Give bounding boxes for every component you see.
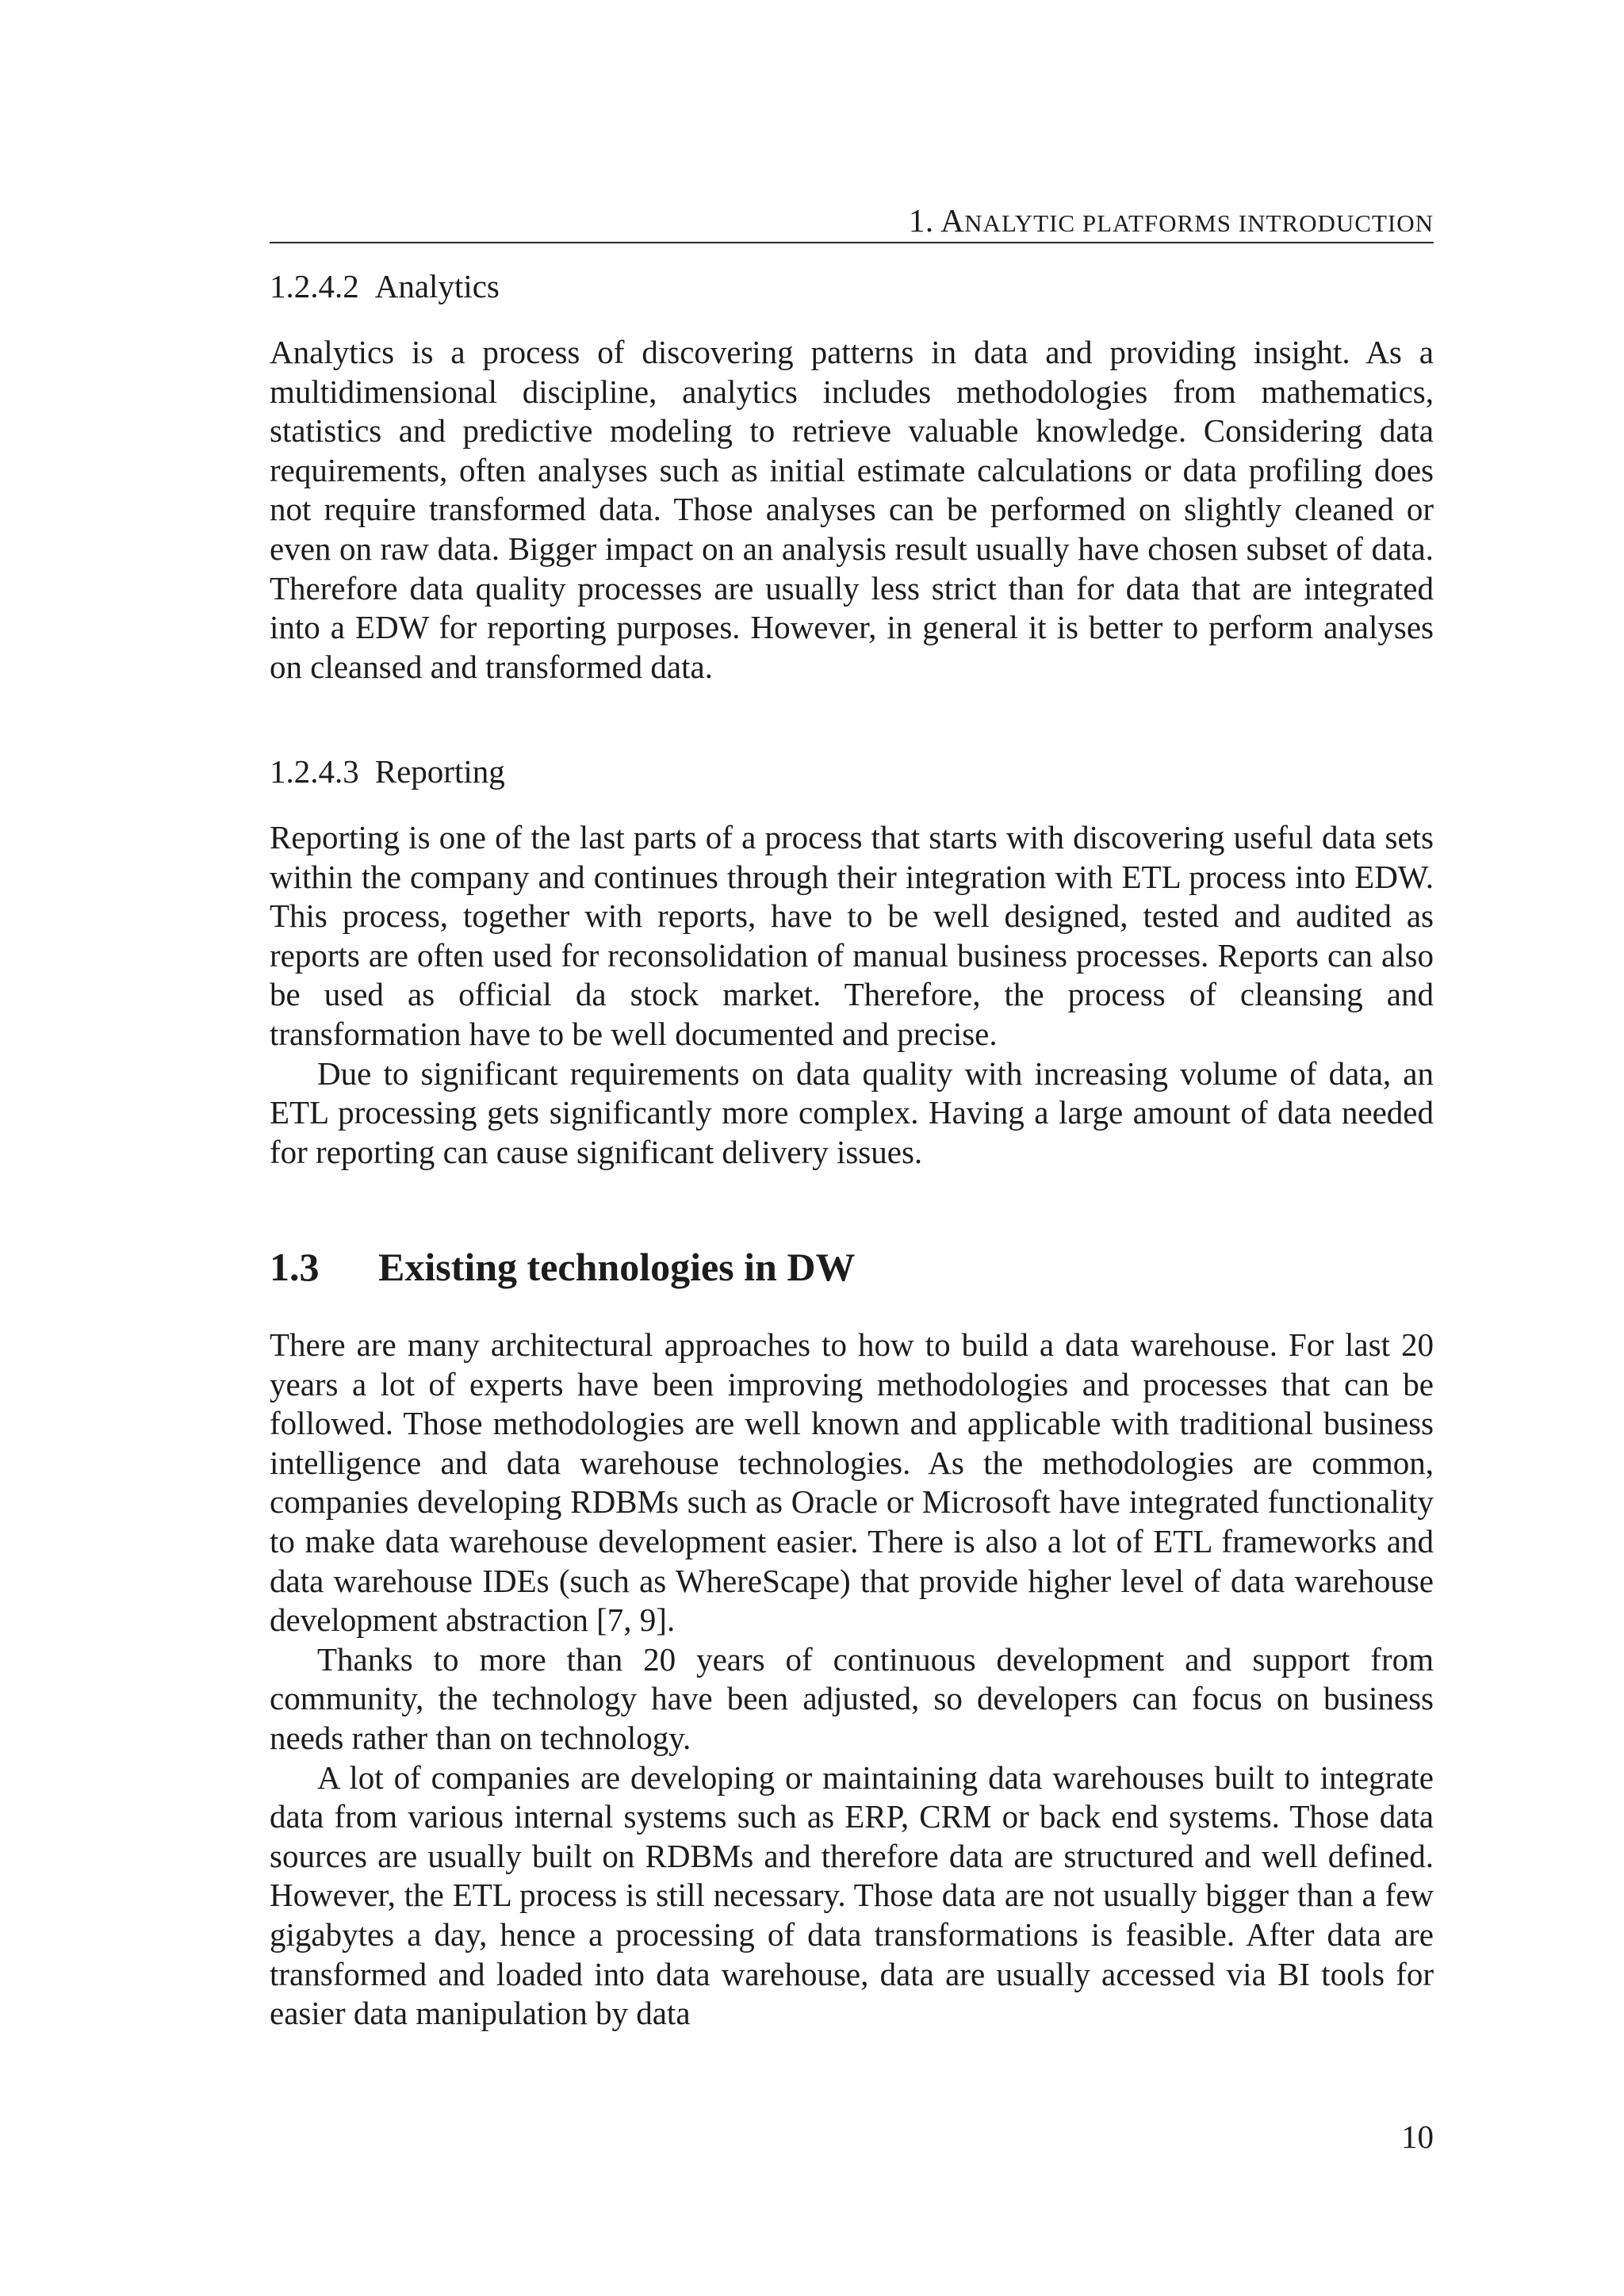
subsection-title: Reporting xyxy=(374,753,505,790)
section-number: 1.3 xyxy=(270,1245,320,1289)
page-number: 10 xyxy=(1401,2118,1434,2155)
running-header-word-2: PLATFORMS xyxy=(1082,209,1239,237)
running-header-word-3: INTRODUCTION xyxy=(1238,209,1434,237)
running-header-word-1: NALYTIC xyxy=(964,209,1082,237)
paragraph: A lot of companies are developing or maintaining data warehouses built to integrate data from various internal systems such as ERP, CRM or back end systems. Those data sources are usually built on RDBMs and therefore data are structured and well defined. However, the ETL process is still necessary. Those data are not usually bigger than a few gigabytes a day, hence a processing of data transformations is feasible. After data are transformed and loaded into data warehouse, data are usually accessed via BI tools for easier data manipulation by data xyxy=(270,1758,1434,2032)
paragraph: Due to significant requirements on data quality with increasing volume of data, an ETL processing gets significantly more complex. Having a large amount of data needed for reporting can cause significant delivery issues. xyxy=(270,1054,1434,1170)
section-existing-technologies xyxy=(270,1243,1434,1291)
subsection-reporting xyxy=(270,752,1434,791)
header-rule xyxy=(270,242,1434,243)
subsection-heading xyxy=(270,266,1434,306)
subsection-title: Analytics xyxy=(374,268,500,304)
subsection-analytics xyxy=(270,266,1434,306)
section-title: Existing technologies in DW xyxy=(378,1245,856,1289)
section-body xyxy=(270,1326,1434,2034)
subsection-number: 1.2.4.2 xyxy=(270,268,359,304)
subsection-number: 1.2.4.3 xyxy=(270,753,359,790)
subsection-heading xyxy=(270,752,1434,791)
reporting-body xyxy=(270,818,1434,1172)
section-heading xyxy=(270,1243,1434,1291)
paragraph: Reporting is one of the last parts of a process that starts with discovering useful data sets within the company and continues through their integration with ETL process into EDW. This process, together with reports, have to be well designed, tested and audited as reports are often used for reconsolidation of manual business processes. Reports can also be used as official da stock market. Therefore, the process of cleansing and transformation have to be well documented and precise. xyxy=(270,819,1434,1052)
running-header-initial: A xyxy=(940,202,965,239)
running-header-number: 1. xyxy=(908,202,934,239)
paragraph: Thanks to more than 20 years of continuous development and support from community, the technology have been adjusted, so developers can focus on business needs rather than on technology. xyxy=(270,1640,1434,1756)
paragraph: Analytics is a process of discovering patterns in data and providing insight. As a multidimensional discipline, analytics includes methodologies from mathematics, statistics and predictive modeling to retrieve valuable knowledge. Considering data requirements, often analyses such as initial estimate calculations or data profiling does not require transformed data. Those analyses can be performed on slightly cleaned or even on raw data. Bigger impact on an analysis result usually have chosen subset of data. Therefore data quality processes are usually less strict than for data that are integrated into a EDW for reporting purposes. However, in general it is better to perform analyses on cleansed and transformed data. xyxy=(270,334,1434,685)
running-header xyxy=(270,200,1434,244)
paragraph: There are many architectural approaches to how to build a data warehouse. For last 20 years a lot of experts have been improving methodologies and processes that can be followed. Those methodologies are well known and applicable with traditional business intelligence and data warehouse technologies. As the methodologies are common, companies developing RDBMs such as Oracle or Microsoft have integrated functionality to make data warehouse development easier. There is also a lot of ETL frameworks and data warehouse IDEs (such as WhereScape) that provide higher level of data warehouse development abstraction [7, 9]. xyxy=(270,1326,1434,1639)
analytics-body xyxy=(270,333,1434,687)
